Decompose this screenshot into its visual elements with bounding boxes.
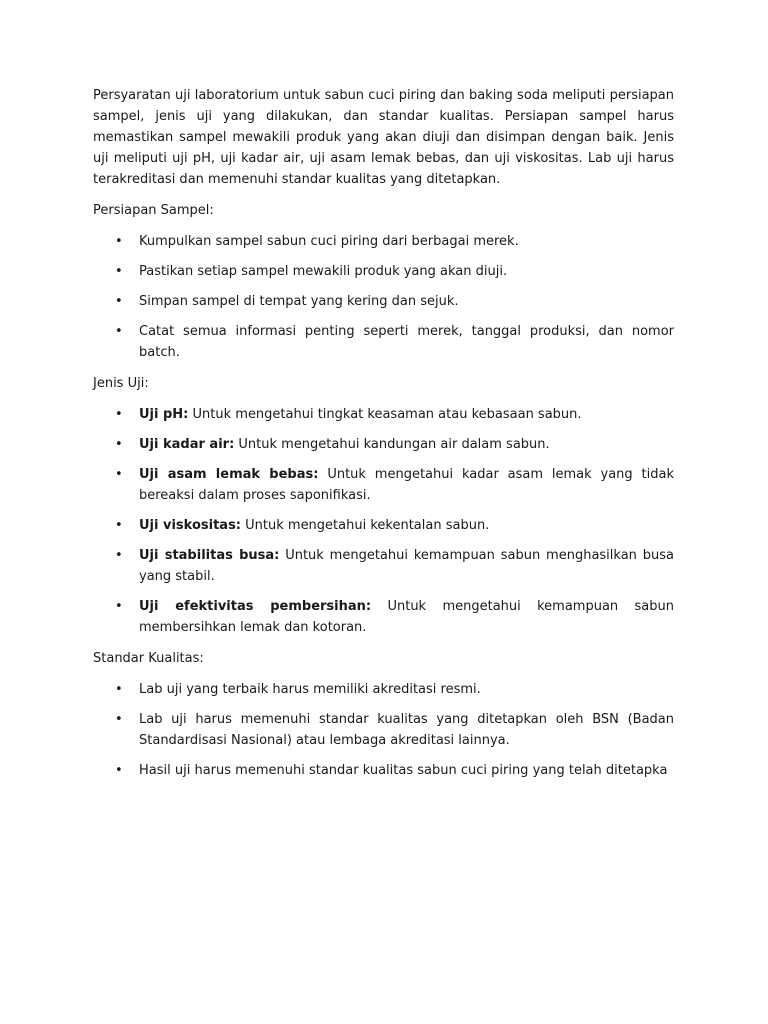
list-item xyxy=(93,545,674,587)
bullet-icon: • xyxy=(115,548,123,563)
list-item xyxy=(93,679,674,700)
bullet-icon: • xyxy=(115,234,123,249)
list-item xyxy=(93,760,674,781)
list-item-text: Lab uji harus memenuhi standar kualitas yang ditetapkan oleh BSN (Badan Standardisasi Nasional) atau lembaga akreditasi lainnya. xyxy=(139,712,674,748)
list-item-text: Catat semua informasi penting seperti merek, tanggal produksi, dan nomor batch. xyxy=(139,324,674,360)
test-term: Uji pH: xyxy=(139,407,189,422)
list-item xyxy=(93,261,674,282)
list-item xyxy=(93,404,674,425)
bullet-icon: • xyxy=(115,682,123,697)
bullet-icon: • xyxy=(115,437,123,452)
test-term: Uji kadar air: xyxy=(139,437,235,452)
intro-paragraph: Persyaratan uji laboratorium untuk sabun cuci piring dan baking soda meliputi persiapan sampel, jenis uji yang dilakukan, dan standar kualitas. Persiapan sampel harus memastikan sampel mewakili produk yang akan diuji dan disimpan dengan baik. Jenis uji meliputi uji pH, uji kadar air, uji asam lemak bebas, dan uji viskositas. Lab uji harus terakreditasi dan memenuhi standar kualitas yang ditetapkan. xyxy=(93,88,674,187)
bullet-icon: • xyxy=(115,599,123,614)
test-term: Uji efektivitas pembersihan: xyxy=(139,599,372,614)
test-description: Untuk mengetahui kemampuan sabun membersihkan lemak dan kotoran. xyxy=(139,599,674,635)
bullet-icon: • xyxy=(115,467,123,482)
test-term: Uji viskositas: xyxy=(139,518,242,533)
list-item xyxy=(93,434,674,455)
test-term: Uji asam lemak bebas: xyxy=(139,467,319,482)
list-item xyxy=(93,709,674,751)
section-heading-standar-kualitas: Standar Kualitas: xyxy=(93,651,204,666)
bullet-icon: • xyxy=(115,763,123,778)
test-description: Untuk mengetahui kandungan air dalam sabun. xyxy=(234,437,550,452)
bullet-icon: • xyxy=(115,712,123,727)
list-item xyxy=(93,515,674,536)
document-page xyxy=(93,85,674,791)
list-item xyxy=(93,596,674,638)
jenis-uji-list xyxy=(93,404,674,638)
test-description: Untuk mengetahui kadar asam lemak yang tidak bereaksi dalam proses saponifikasi. xyxy=(139,467,674,503)
bullet-icon: • xyxy=(115,518,123,533)
standar-kualitas-list xyxy=(93,679,674,781)
section-heading-persiapan-sampel: Persiapan Sampel: xyxy=(93,203,214,218)
list-item xyxy=(93,464,674,506)
list-item-text: Pastikan setiap sampel mewakili produk yang akan diuji. xyxy=(139,264,508,279)
test-description: Untuk mengetahui tingkat keasaman atau kebasaan sabun. xyxy=(188,407,582,422)
list-item xyxy=(93,231,674,252)
list-item-text: Lab uji yang terbaik harus memiliki akreditasi resmi. xyxy=(139,682,481,697)
test-description: Untuk mengetahui kemampuan sabun menghasilkan busa yang stabil. xyxy=(139,548,674,584)
list-item-text: Simpan sampel di tempat yang kering dan sejuk. xyxy=(139,294,459,309)
test-term: Uji stabilitas busa: xyxy=(139,548,280,563)
section-heading-jenis-uji: Jenis Uji: xyxy=(93,376,149,391)
list-item xyxy=(93,321,674,363)
list-item xyxy=(93,291,674,312)
bullet-icon: • xyxy=(115,407,123,422)
bullet-icon: • xyxy=(115,294,123,309)
persiapan-sampel-list xyxy=(93,231,674,363)
bullet-icon: • xyxy=(115,264,123,279)
list-item-text: Hasil uji harus memenuhi standar kualitas sabun cuci piring yang telah ditetapka xyxy=(139,763,668,778)
bullet-icon: • xyxy=(115,324,123,339)
test-description: Untuk mengetahui kekentalan sabun. xyxy=(241,518,490,533)
list-item-text: Kumpulkan sampel sabun cuci piring dari berbagai merek. xyxy=(139,234,519,249)
